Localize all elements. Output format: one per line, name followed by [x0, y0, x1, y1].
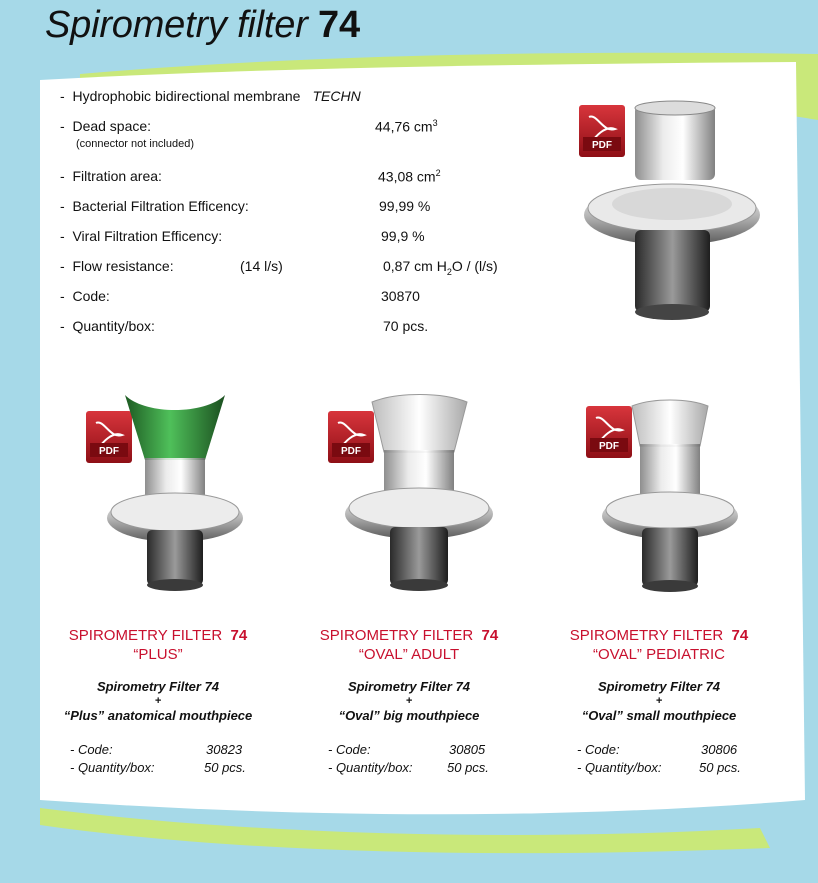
pdf-icon-label: PDF — [592, 140, 612, 151]
title-text: Spirometry filter — [45, 4, 308, 46]
spec-value: 99,9 % — [381, 228, 425, 244]
variant-desc-line2: “Oval” big mouthpiece — [338, 708, 480, 723]
spec-value-post: O / (l/s) — [451, 258, 498, 274]
spec-flow-rate: (14 l/s) — [240, 258, 283, 274]
variant-spec-code — [328, 742, 486, 760]
variant-qty-label: - Quantity/box: — [577, 760, 662, 775]
variant-description — [534, 678, 784, 724]
variant-desc-line2: “Oval” small mouthpiece — [581, 708, 737, 723]
spec-label: - Quantity/box: — [60, 318, 155, 334]
variant-oval-pediatric-specs — [577, 742, 741, 778]
page-title — [45, 4, 360, 47]
spec-label-text: Quantity/box: — [72, 318, 155, 334]
variant-spec-code — [577, 742, 738, 760]
spec-label: - Dead space: — [60, 118, 152, 134]
spec-label-text: Dead space: — [72, 118, 152, 134]
variant-spec-qty — [577, 760, 741, 778]
pdf-icon-label: PDF — [341, 446, 361, 457]
variant-title-text: SPIROMETRY FILTER — [319, 627, 474, 644]
spec-value — [375, 118, 438, 135]
spec-value — [378, 168, 441, 185]
spec-label: - Bacterial Filtration Efficency: — [60, 198, 249, 214]
variant-subtitle: “PLUS” — [133, 646, 183, 663]
spec-label: - Flow resistance: — [60, 258, 174, 274]
variant-qty-value: 50 pcs. — [447, 760, 489, 775]
variant-title-number: 74 — [230, 627, 248, 644]
spec-label-text: Bacterial Filtration Efficency: — [72, 198, 249, 214]
filter-plus-image — [105, 390, 245, 600]
variant-desc-line1: Spirometry Filter 74 — [347, 679, 471, 694]
variant-title-text: SPIROMETRY FILTER — [68, 627, 223, 644]
green-swoosh-bottom — [40, 808, 770, 853]
variant-description — [284, 678, 534, 724]
filter-74-image — [580, 100, 765, 325]
spec-label: - Filtration area: — [60, 168, 162, 184]
variant-title-number: 74 — [481, 627, 499, 644]
spec-sub: 2 — [446, 266, 452, 277]
variant-subtitle: “OVAL” ADULT — [358, 646, 460, 663]
variant-title — [534, 626, 784, 664]
spec-value-pre: 0,87 cm H — [383, 258, 447, 274]
spec-sup: 3 — [432, 118, 438, 128]
variant-qty-label: - Quantity/box: — [328, 760, 413, 775]
variant-title — [33, 626, 283, 664]
variant-code-value: 30805 — [449, 742, 486, 757]
filter-oval-pediatric-image — [600, 398, 740, 600]
spec-value-text: 44,76 cm — [375, 118, 433, 135]
variant-oval-pediatric — [534, 626, 784, 724]
spec-sup: 2 — [435, 168, 441, 178]
variant-plus — [33, 626, 283, 724]
spec-note: (connector not included) — [76, 138, 195, 150]
variant-desc-plus: + — [655, 695, 663, 707]
variant-oval-adult-specs — [328, 742, 489, 778]
variant-desc-line1: Spirometry Filter 74 — [96, 679, 220, 694]
variant-qty-value: 50 pcs. — [204, 760, 246, 775]
spec-value — [383, 258, 498, 277]
variant-code-value: 30806 — [701, 742, 738, 757]
variant-oval-adult — [284, 626, 534, 724]
variant-plus-specs — [70, 742, 246, 778]
spec-label: - Viral Filtration Efficency: — [60, 228, 223, 244]
variant-title-text: SPIROMETRY FILTER — [569, 627, 724, 644]
variant-title — [284, 626, 534, 664]
spec-label: - Hydrophobic bidirectional membrane TECHN — [60, 88, 361, 104]
spec-label-text: Filtration area: — [72, 168, 162, 184]
pdf-icon-label: PDF — [599, 441, 619, 452]
variant-spec-code — [70, 742, 243, 760]
spec-label-text: Code: — [72, 288, 110, 304]
variant-desc-line2: “Plus” anatomical mouthpiece — [63, 708, 253, 723]
variant-desc-line1: Spirometry Filter 74 — [597, 679, 721, 694]
filter-oval-adult-image — [342, 392, 497, 600]
variant-qty-label: - Quantity/box: — [70, 760, 155, 775]
spec-label-text: Flow resistance: — [72, 258, 174, 274]
spec-label: - Code: — [60, 288, 110, 304]
variant-subtitle: “OVAL” PEDIATRIC — [593, 646, 725, 663]
spec-value: 70 pcs. — [383, 318, 429, 334]
variant-qty-value: 50 pcs. — [699, 760, 741, 775]
spec-value: 30870 — [381, 288, 420, 304]
variant-title-number: 74 — [731, 627, 749, 644]
spec-value: 99,99 % — [379, 198, 431, 214]
variant-code-label: - Code: — [328, 742, 371, 757]
spec-label-text: Hydrophobic bidirectional membrane — [72, 88, 301, 104]
variant-code-label: - Code: — [577, 742, 620, 757]
title-number: 74 — [318, 4, 360, 46]
variant-desc-plus: + — [154, 695, 162, 707]
variant-code-label: - Code: — [70, 742, 113, 757]
variant-description — [33, 678, 283, 724]
variant-spec-qty — [70, 760, 246, 778]
spec-value-text: 43,08 cm — [378, 168, 436, 185]
variant-spec-qty — [328, 760, 489, 778]
spec-techn: TECHN — [312, 88, 361, 104]
pdf-icon-label: PDF — [99, 446, 119, 457]
spec-label-text: Viral Filtration Efficency: — [72, 228, 223, 244]
variant-desc-plus: + — [405, 695, 413, 707]
variant-code-value: 30823 — [206, 742, 243, 757]
